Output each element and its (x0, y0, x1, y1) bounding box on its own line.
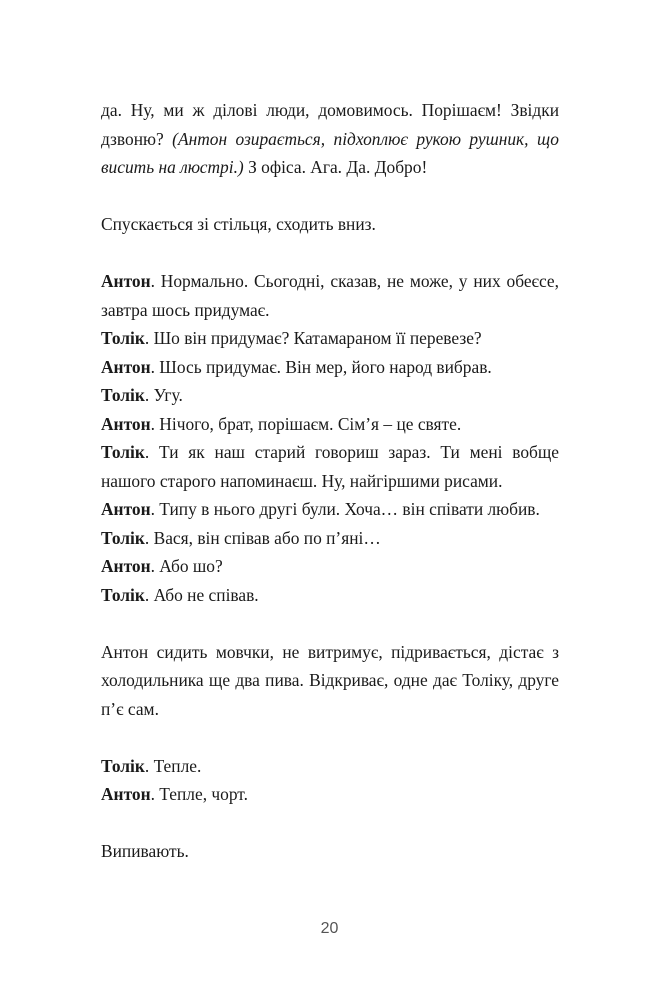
stage-direction: Випивають. (101, 841, 189, 861)
dialogue-line (101, 752, 559, 781)
line-text: . Або шо? (150, 556, 223, 576)
stage-direction: Антон сидить мовчки, не витримує, підривається, дістає з холодильника ще два пива. Відкриває, одне дає Толіку, друге п’є сам. (101, 641, 559, 719)
line-text: . Типу в нього другі були. Хоча… він співати любив. (150, 499, 540, 519)
line-text: . Тепле, чорт. (150, 784, 248, 804)
dialogue-line (101, 581, 559, 610)
line-text: . Вася, він співав або по п’яні… (144, 527, 381, 548)
spacer (101, 609, 559, 638)
speaker-name: Толік (101, 442, 145, 462)
dialogue-line (101, 524, 559, 553)
line-text: . Угу. (144, 385, 183, 405)
speaker-name: Толік (101, 385, 145, 405)
speaker-name: Толік (101, 328, 145, 348)
page-number: 20 (320, 920, 339, 937)
spacer (101, 182, 559, 211)
speaker-name: Антон (101, 356, 151, 377)
speaker-name: Антон (101, 413, 151, 434)
dialogue-text: да. Ну, ми ж ділові люди, домовимось. Порішаєм! Звідки дзвоню? (101, 100, 559, 149)
speaker-name: Толік (101, 755, 145, 776)
speaker-name: Толік (101, 527, 145, 548)
page-body (101, 96, 559, 866)
line-text: . Шось придумає. Він мер, його народ вибрав. (150, 356, 492, 377)
dialogue-line (101, 438, 559, 495)
spacer (101, 809, 559, 838)
speaker-name: Антон (101, 271, 151, 291)
inline-stage-direction: (Антон озирається, підхоплює рукою рушник, що висить на люстрі.) (101, 128, 559, 177)
speaker-name: Антон (101, 499, 151, 519)
line-text: . Ти як наш старий говориш зараз. Ти мені вобще нашого старого напоминаєш. Ну, найгіршими рисами. (101, 442, 559, 491)
line-text: . Нічого, брат, порішаєм. Сім’я – це святе. (150, 413, 462, 434)
dialogue-line (101, 324, 559, 353)
dialogue-line (101, 381, 559, 410)
dialogue-line (101, 353, 559, 382)
dialogue-text: З офіса. Ага. Да. Добро! (243, 157, 428, 177)
speaker-name: Антон (101, 784, 151, 804)
stage-direction: Спускається зі стільця, сходить вниз. (101, 214, 376, 234)
dialogue-line (101, 267, 559, 324)
spacer (101, 723, 559, 752)
dialogue-line (101, 410, 559, 439)
line-text: . Нормально. Сьогодні, сказав, не може, у них обеєсе, завтра шось придумає. (101, 271, 559, 320)
line-text: . Тепле. (144, 755, 202, 776)
dialogue-line (101, 780, 559, 809)
line-text: . Шо він придумає? Катамараном її перевезе? (144, 328, 482, 348)
dialogue-line (101, 552, 559, 581)
spacer (101, 239, 559, 268)
dialogue-line (101, 495, 559, 524)
speaker-name: Толік (101, 584, 145, 605)
line-text: . Або не співав. (144, 584, 259, 605)
continuation-paragraph (101, 96, 559, 182)
speaker-name: Антон (101, 556, 151, 576)
